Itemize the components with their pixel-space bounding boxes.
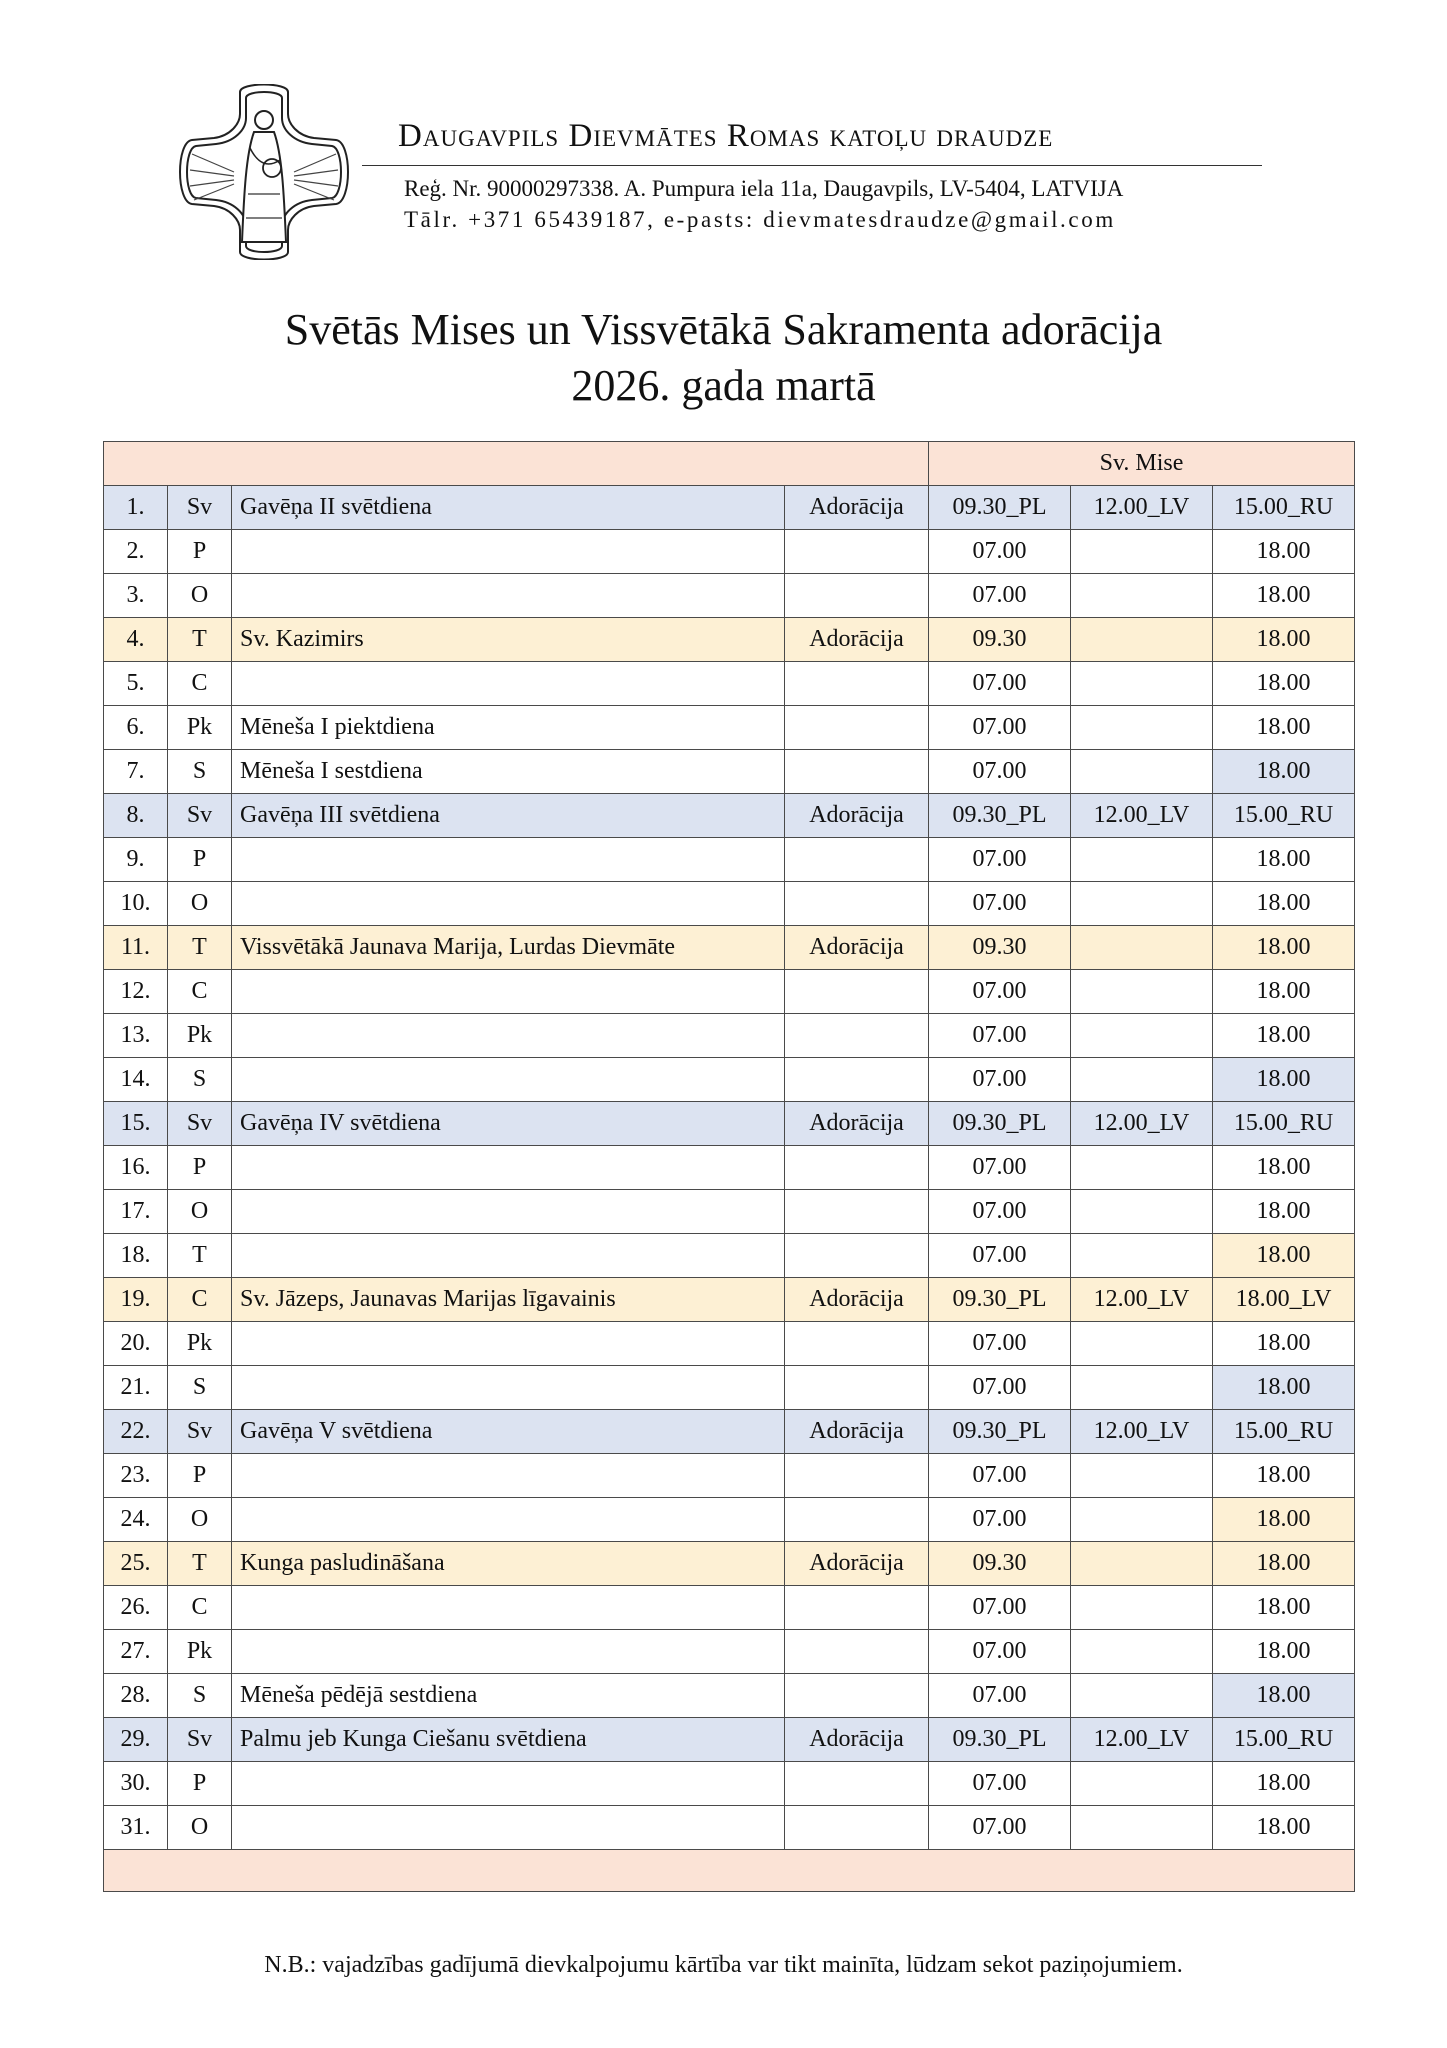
- mass-2-cell: [1071, 838, 1213, 882]
- title-line-1: Svētās Mises un Vissvētākā Sakramenta adorācija: [284, 305, 1163, 354]
- table-row: [104, 1410, 1355, 1454]
- table-row: [104, 706, 1355, 750]
- mass-1-cell: 09.30_PL: [929, 1102, 1071, 1146]
- celebration-cell: Sv. Jāzeps, Jaunavas Marijas līgavainis: [232, 1278, 785, 1322]
- mass-1-cell: 07.00: [929, 1234, 1071, 1278]
- adoration-cell: Adorācija: [785, 1542, 929, 1586]
- mass-2-cell: [1071, 1234, 1213, 1278]
- adoration-cell: [785, 1806, 929, 1850]
- mass-3-cell: 18.00: [1213, 1366, 1355, 1410]
- table-row: [104, 1366, 1355, 1410]
- mass-1-cell: 07.00: [929, 750, 1071, 794]
- celebration-cell: [232, 838, 785, 882]
- mass-1-cell: 07.00: [929, 1498, 1071, 1542]
- adoration-cell: [785, 882, 929, 926]
- mass-2-cell: [1071, 1806, 1213, 1850]
- mass-2-cell: 12.00_LV: [1071, 1278, 1213, 1322]
- mass-3-cell: 15.00_RU: [1213, 1410, 1355, 1454]
- mass-3-cell: 18.00: [1213, 1498, 1355, 1542]
- mass-2-cell: 12.00_LV: [1071, 486, 1213, 530]
- weekday-cell: O: [168, 882, 232, 926]
- mass-1-cell: 07.00: [929, 970, 1071, 1014]
- adoration-cell: [785, 1586, 929, 1630]
- celebration-cell: Gavēņa III svētdiena: [232, 794, 785, 838]
- celebration-cell: Mēneša I piektdiena: [232, 706, 785, 750]
- adoration-cell: Adorācija: [785, 794, 929, 838]
- day-number-cell: 20.: [104, 1322, 168, 1366]
- celebration-cell: [232, 1234, 785, 1278]
- mass-1-cell: 07.00: [929, 1058, 1071, 1102]
- mass-2-cell: [1071, 1674, 1213, 1718]
- mass-1-cell: 07.00: [929, 1806, 1071, 1850]
- day-number-cell: 11.: [104, 926, 168, 970]
- mass-2-cell: [1071, 530, 1213, 574]
- adoration-cell: [785, 530, 929, 574]
- weekday-cell: O: [168, 1498, 232, 1542]
- mass-1-cell: 07.00: [929, 1366, 1071, 1410]
- mass-2-cell: [1071, 1146, 1213, 1190]
- celebration-cell: [232, 1586, 785, 1630]
- weekday-cell: P: [168, 838, 232, 882]
- adoration-cell: [785, 1234, 929, 1278]
- day-number-cell: 9.: [104, 838, 168, 882]
- celebration-cell: [232, 574, 785, 618]
- mass-3-cell: 18.00: [1213, 1190, 1355, 1234]
- mass-1-cell: 07.00: [929, 882, 1071, 926]
- adoration-cell: [785, 750, 929, 794]
- weekday-cell: C: [168, 970, 232, 1014]
- mass-1-cell: 07.00: [929, 1674, 1071, 1718]
- day-number-cell: 24.: [104, 1498, 168, 1542]
- mass-3-cell: 18.00_LV: [1213, 1278, 1355, 1322]
- adoration-cell: [785, 1014, 929, 1058]
- mass-2-cell: [1071, 1014, 1213, 1058]
- table-row: [104, 662, 1355, 706]
- adoration-cell: [785, 1454, 929, 1498]
- celebration-cell: Mēneša I sestdiena: [232, 750, 785, 794]
- mass-3-cell: 18.00: [1213, 1014, 1355, 1058]
- table-row: [104, 882, 1355, 926]
- table-row: [104, 1014, 1355, 1058]
- day-number-cell: 8.: [104, 794, 168, 838]
- celebration-cell: [232, 1806, 785, 1850]
- celebration-cell: Kunga pasludināšana: [232, 1542, 785, 1586]
- day-number-cell: 31.: [104, 1806, 168, 1850]
- day-number-cell: 16.: [104, 1146, 168, 1190]
- mass-2-cell: [1071, 1322, 1213, 1366]
- mass-3-cell: 18.00: [1213, 618, 1355, 662]
- mass-2-cell: [1071, 662, 1213, 706]
- table-row: [104, 1718, 1355, 1762]
- table-row: [104, 1674, 1355, 1718]
- mass-1-cell: 09.30: [929, 1542, 1071, 1586]
- day-number-cell: 23.: [104, 1454, 168, 1498]
- mass-1-cell: 07.00: [929, 1586, 1071, 1630]
- day-number-cell: 27.: [104, 1630, 168, 1674]
- mass-3-cell: 18.00: [1213, 1586, 1355, 1630]
- day-number-cell: 7.: [104, 750, 168, 794]
- adoration-cell: [785, 1498, 929, 1542]
- weekday-cell: C: [168, 1586, 232, 1630]
- mass-3-cell: 18.00: [1213, 1674, 1355, 1718]
- day-number-cell: 3.: [104, 574, 168, 618]
- weekday-cell: T: [168, 926, 232, 970]
- mass-1-cell: 07.00: [929, 838, 1071, 882]
- table-row: [104, 574, 1355, 618]
- footer-empty-cell: [104, 1850, 1355, 1892]
- weekday-cell: T: [168, 1234, 232, 1278]
- day-number-cell: 29.: [104, 1718, 168, 1762]
- weekday-cell: Pk: [168, 1014, 232, 1058]
- weekday-cell: S: [168, 750, 232, 794]
- mass-1-cell: 09.30_PL: [929, 486, 1071, 530]
- mass-2-cell: [1071, 618, 1213, 662]
- mass-2-cell: [1071, 1630, 1213, 1674]
- table-row: [104, 1586, 1355, 1630]
- celebration-cell: [232, 882, 785, 926]
- mass-2-cell: [1071, 1058, 1213, 1102]
- day-number-cell: 2.: [104, 530, 168, 574]
- mass-1-cell: 07.00: [929, 530, 1071, 574]
- mass-3-cell: 18.00: [1213, 706, 1355, 750]
- mass-3-cell: 18.00: [1213, 926, 1355, 970]
- celebration-cell: Gavēņa V svētdiena: [232, 1410, 785, 1454]
- day-number-cell: 28.: [104, 1674, 168, 1718]
- celebration-cell: [232, 1762, 785, 1806]
- mass-3-cell: 18.00: [1213, 1146, 1355, 1190]
- mass-1-cell: 09.30_PL: [929, 794, 1071, 838]
- weekday-cell: P: [168, 1146, 232, 1190]
- mass-1-cell: 07.00: [929, 1146, 1071, 1190]
- mass-3-cell: 18.00: [1213, 1762, 1355, 1806]
- mass-2-cell: 12.00_LV: [1071, 1410, 1213, 1454]
- table-row: [104, 1630, 1355, 1674]
- mass-1-cell: 07.00: [929, 1630, 1071, 1674]
- mass-header: Sv. Mise: [929, 442, 1355, 486]
- adoration-cell: Adorācija: [785, 926, 929, 970]
- weekday-cell: P: [168, 1454, 232, 1498]
- adoration-cell: [785, 1366, 929, 1410]
- mass-3-cell: 15.00_RU: [1213, 486, 1355, 530]
- mass-3-cell: 18.00: [1213, 574, 1355, 618]
- mass-2-cell: [1071, 1586, 1213, 1630]
- mass-3-cell: 18.00: [1213, 1542, 1355, 1586]
- celebration-cell: Sv. Kazimirs: [232, 618, 785, 662]
- table-row: [104, 1190, 1355, 1234]
- mass-2-cell: [1071, 1366, 1213, 1410]
- registration-line: Reģ. Nr. 90000297338. A. Pumpura iela 11a, Daugavpils, LV-5404, LATVIJA: [404, 176, 1124, 201]
- table-row: [104, 1234, 1355, 1278]
- celebration-cell: [232, 1058, 785, 1102]
- weekday-cell: T: [168, 1542, 232, 1586]
- mass-2-cell: [1071, 750, 1213, 794]
- mass-1-cell: 07.00: [929, 662, 1071, 706]
- mass-3-cell: 18.00: [1213, 1806, 1355, 1850]
- mass-1-cell: 09.30: [929, 926, 1071, 970]
- day-number-cell: 5.: [104, 662, 168, 706]
- weekday-cell: S: [168, 1366, 232, 1410]
- adoration-cell: [785, 838, 929, 882]
- mass-1-cell: 09.30: [929, 618, 1071, 662]
- adoration-cell: [785, 1630, 929, 1674]
- mass-3-cell: 18.00: [1213, 662, 1355, 706]
- weekday-cell: Pk: [168, 706, 232, 750]
- adoration-cell: [785, 1190, 929, 1234]
- table-row: [104, 1806, 1355, 1850]
- mass-1-cell: 07.00: [929, 1190, 1071, 1234]
- mass-2-cell: [1071, 1454, 1213, 1498]
- mass-3-cell: 18.00: [1213, 1234, 1355, 1278]
- celebration-cell: [232, 1366, 785, 1410]
- table-row: [104, 1102, 1355, 1146]
- mass-3-cell: 18.00: [1213, 1454, 1355, 1498]
- title-line-2: 2026. gada martā: [571, 361, 876, 410]
- adoration-cell: Adorācija: [785, 486, 929, 530]
- mass-2-cell: [1071, 1762, 1213, 1806]
- table-row: [104, 486, 1355, 530]
- mass-1-cell: 07.00: [929, 1014, 1071, 1058]
- day-number-cell: 30.: [104, 1762, 168, 1806]
- adoration-cell: Adorācija: [785, 618, 929, 662]
- mass-2-cell: [1071, 706, 1213, 750]
- celebration-cell: [232, 1014, 785, 1058]
- table-row: [104, 530, 1355, 574]
- weekday-cell: Sv: [168, 1102, 232, 1146]
- table-row: [104, 1278, 1355, 1322]
- mass-3-cell: 18.00: [1213, 970, 1355, 1014]
- mass-3-cell: 15.00_RU: [1213, 1102, 1355, 1146]
- celebration-cell: [232, 1146, 785, 1190]
- weekday-cell: Pk: [168, 1630, 232, 1674]
- madonna-emblem-icon: [176, 84, 352, 260]
- table-row: [104, 1146, 1355, 1190]
- day-number-cell: 21.: [104, 1366, 168, 1410]
- adoration-cell: [785, 1146, 929, 1190]
- mass-3-cell: 18.00: [1213, 750, 1355, 794]
- celebration-cell: [232, 1190, 785, 1234]
- mass-2-cell: [1071, 1498, 1213, 1542]
- schedule-table: [103, 441, 1355, 1892]
- day-number-cell: 19.: [104, 1278, 168, 1322]
- weekday-cell: Sv: [168, 1718, 232, 1762]
- header-empty-cell: [104, 442, 929, 486]
- adoration-cell: [785, 1674, 929, 1718]
- mass-3-cell: 15.00_RU: [1213, 1718, 1355, 1762]
- table-row: [104, 794, 1355, 838]
- mass-3-cell: 18.00: [1213, 838, 1355, 882]
- contact-line: Tālr. +371 65439187, e-pasts: dievmatesdraudze@gmail.com: [404, 207, 1116, 232]
- weekday-cell: O: [168, 1190, 232, 1234]
- mass-1-cell: 07.00: [929, 1762, 1071, 1806]
- celebration-cell: [232, 1454, 785, 1498]
- mass-1-cell: 09.30_PL: [929, 1410, 1071, 1454]
- day-number-cell: 10.: [104, 882, 168, 926]
- weekday-cell: Pk: [168, 1322, 232, 1366]
- mass-2-cell: 12.00_LV: [1071, 1718, 1213, 1762]
- mass-2-cell: [1071, 970, 1213, 1014]
- mass-2-cell: [1071, 1190, 1213, 1234]
- header-divider: [362, 165, 1262, 166]
- table-row: [104, 1762, 1355, 1806]
- day-number-cell: 17.: [104, 1190, 168, 1234]
- table-row: [104, 926, 1355, 970]
- adoration-cell: Adorācija: [785, 1718, 929, 1762]
- celebration-cell: Mēneša pēdējā sestdiena: [232, 1674, 785, 1718]
- mass-3-cell: 18.00: [1213, 530, 1355, 574]
- parish-name: Daugavpils Dievmātes Romas katoļu draudze: [398, 118, 1054, 154]
- weekday-cell: Sv: [168, 794, 232, 838]
- adoration-cell: [785, 706, 929, 750]
- weekday-cell: O: [168, 1806, 232, 1850]
- celebration-cell: [232, 1630, 785, 1674]
- day-number-cell: 12.: [104, 970, 168, 1014]
- adoration-cell: Adorācija: [785, 1102, 929, 1146]
- day-number-cell: 13.: [104, 1014, 168, 1058]
- footnote: N.B.: vajadzības gadījumā dievkalpojumu kārtība var tikt mainīta, lūdzam sekot paziņojumiem.: [264, 1952, 1183, 1978]
- mass-3-cell: 18.00: [1213, 882, 1355, 926]
- table-row: [104, 1498, 1355, 1542]
- day-number-cell: 6.: [104, 706, 168, 750]
- table-header-row: [104, 442, 1355, 486]
- weekday-cell: T: [168, 618, 232, 662]
- celebration-cell: [232, 1498, 785, 1542]
- day-number-cell: 25.: [104, 1542, 168, 1586]
- mass-1-cell: 09.30_PL: [929, 1718, 1071, 1762]
- table-row: [104, 1058, 1355, 1102]
- mass-1-cell: 07.00: [929, 1454, 1071, 1498]
- day-number-cell: 22.: [104, 1410, 168, 1454]
- mass-1-cell: 07.00: [929, 706, 1071, 750]
- mass-3-cell: 18.00: [1213, 1322, 1355, 1366]
- mass-2-cell: [1071, 1542, 1213, 1586]
- celebration-cell: [232, 970, 785, 1014]
- table-row: [104, 1322, 1355, 1366]
- weekday-cell: S: [168, 1674, 232, 1718]
- weekday-cell: P: [168, 530, 232, 574]
- table-row: [104, 1542, 1355, 1586]
- day-number-cell: 15.: [104, 1102, 168, 1146]
- celebration-cell: [232, 662, 785, 706]
- table-row: [104, 1454, 1355, 1498]
- celebration-cell: [232, 530, 785, 574]
- celebration-cell: Vissvētākā Jaunava Marija, Lurdas Dievmāte: [232, 926, 785, 970]
- table-row: [104, 750, 1355, 794]
- adoration-cell: [785, 970, 929, 1014]
- mass-1-cell: 09.30_PL: [929, 1278, 1071, 1322]
- mass-2-cell: [1071, 574, 1213, 618]
- mass-2-cell: 12.00_LV: [1071, 794, 1213, 838]
- adoration-cell: Adorācija: [785, 1278, 929, 1322]
- day-number-cell: 14.: [104, 1058, 168, 1102]
- table-row: [104, 970, 1355, 1014]
- adoration-cell: Adorācija: [785, 1410, 929, 1454]
- day-number-cell: 18.: [104, 1234, 168, 1278]
- weekday-cell: C: [168, 662, 232, 706]
- mass-3-cell: 15.00_RU: [1213, 794, 1355, 838]
- day-number-cell: 26.: [104, 1586, 168, 1630]
- mass-2-cell: [1071, 926, 1213, 970]
- weekday-cell: Sv: [168, 486, 232, 530]
- weekday-cell: Sv: [168, 1410, 232, 1454]
- mass-3-cell: 18.00: [1213, 1058, 1355, 1102]
- mass-1-cell: 07.00: [929, 574, 1071, 618]
- table-footer-row: [104, 1850, 1355, 1892]
- adoration-cell: [785, 574, 929, 618]
- weekday-cell: C: [168, 1278, 232, 1322]
- mass-3-cell: 18.00: [1213, 1630, 1355, 1674]
- weekday-cell: S: [168, 1058, 232, 1102]
- adoration-cell: [785, 1058, 929, 1102]
- page-title: [0, 302, 1447, 414]
- table-row: [104, 618, 1355, 662]
- mass-1-cell: 07.00: [929, 1322, 1071, 1366]
- celebration-cell: Gavēņa IV svētdiena: [232, 1102, 785, 1146]
- celebration-cell: Palmu jeb Kunga Ciešanu svētdiena: [232, 1718, 785, 1762]
- adoration-cell: [785, 662, 929, 706]
- celebration-cell: [232, 1322, 785, 1366]
- day-number-cell: 1.: [104, 486, 168, 530]
- weekday-cell: P: [168, 1762, 232, 1806]
- day-number-cell: 4.: [104, 618, 168, 662]
- mass-2-cell: [1071, 882, 1213, 926]
- adoration-cell: [785, 1762, 929, 1806]
- mass-2-cell: 12.00_LV: [1071, 1102, 1213, 1146]
- weekday-cell: O: [168, 574, 232, 618]
- celebration-cell: Gavēņa II svētdiena: [232, 486, 785, 530]
- adoration-cell: [785, 1322, 929, 1366]
- table-row: [104, 838, 1355, 882]
